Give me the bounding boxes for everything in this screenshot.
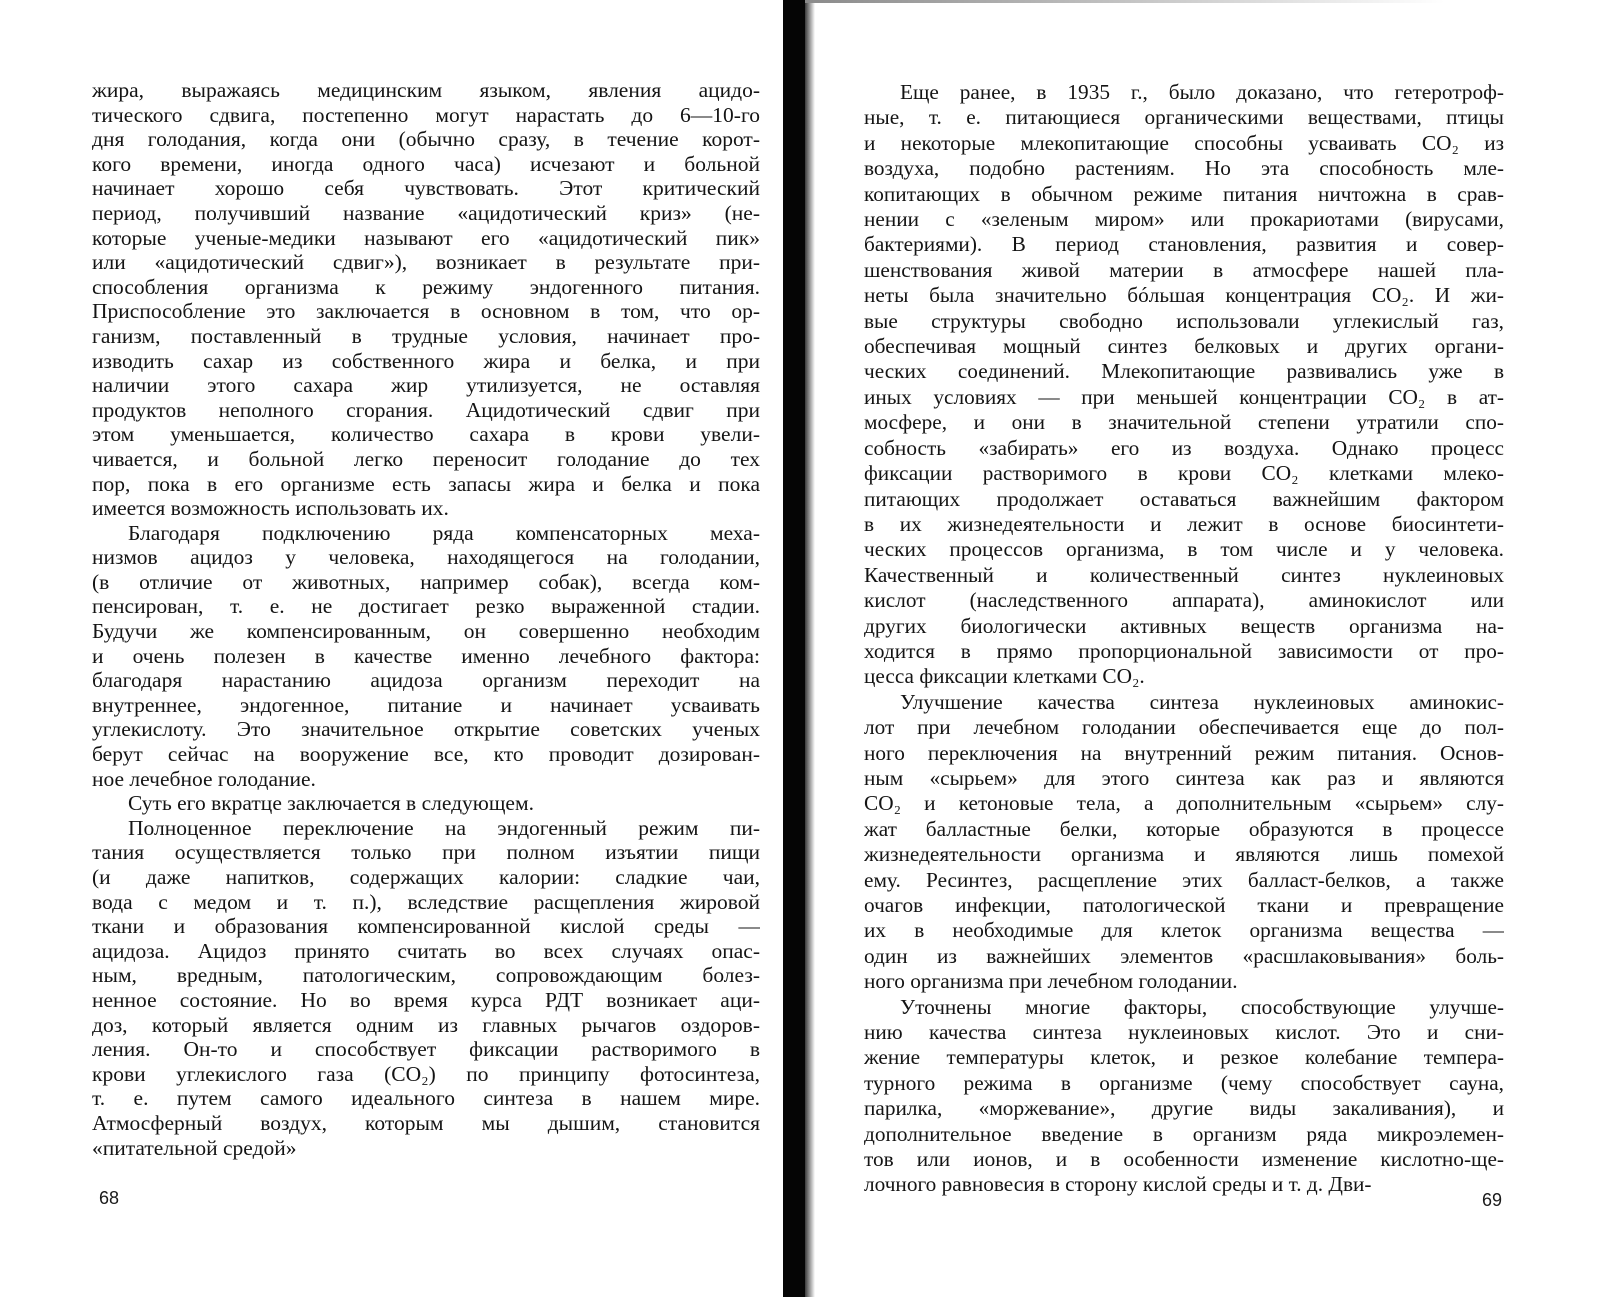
text-line: жира, выражаясь медицинским языком, явления ацидо- (92, 78, 760, 102)
right-page-number: 69 (1482, 1190, 1503, 1210)
text-line: и очень полезен в качестве именно лечебного фактора: (92, 643, 760, 668)
text-line: парилка, «моржевание», другие виды закаливания), и (864, 1096, 1504, 1121)
text-line: т. е. путем самого идеального синтеза в нашем мире. (92, 1086, 760, 1111)
text-line: продуктов неполного сгорания. Ацидотический сдвиг при (92, 397, 760, 422)
text-line: начинает хорошо себя чувствовать. Этот критический (92, 176, 760, 201)
text-line: фиксации растворимого в крови CO₂ клетками млеко- (864, 461, 1504, 486)
text-line: Будучи же компенсированным, он совершенно необходим (92, 619, 760, 644)
text-line: ное лечебное голодание. (92, 766, 316, 791)
text-line: ацидоза. Ацидоз принято считать во всех случаях опас- (92, 938, 760, 963)
text-line: Полноценное переключение на эндогенный режим пи- (128, 815, 760, 840)
text-line: ные, т. е. питающиеся органическими веществами, птицы (864, 105, 1504, 130)
text-line: кого времени, иногда одного часа) исчезают и больной (92, 151, 760, 176)
text-line: дополнительное введение в организм ряда микроэлемен- (864, 1121, 1504, 1146)
text-line: (и даже напитков, содержащих калории: сладкие чаи, (92, 865, 760, 889)
text-line: ческих процессов организма, в том числе и у человека. (864, 537, 1504, 562)
text-line: в их жизнедеятельности и лежит в основе биосинтети- (864, 511, 1504, 536)
text-line: лот при лечебном голодании обеспечивается еще до пол- (864, 715, 1504, 740)
text-line: питающих продолжает оставаться важнейшим фактором (864, 486, 1504, 511)
paragraph (92, 521, 760, 792)
text-line: ления. Он-то и способствует фиксации растворимого в (92, 1037, 760, 1062)
text-line: мосфере, и они в значительной степени утратили спо- (864, 410, 1504, 435)
text-line: Качественный и количественный синтез нуклеиновых (864, 562, 1504, 587)
text-line: углекислоту. Это значительное открытие советских ученых (92, 717, 760, 742)
text-line: дня голодания, когда они (обычно сразу, в течение корот- (92, 127, 760, 152)
text-line: наличии этого сахара жир утилизуется, не оставляя (92, 373, 760, 398)
paragraph (92, 816, 760, 1160)
text-line: пенсирован, т. е. не достигает резко выраженной стадии. (92, 594, 760, 619)
text-line: нении с «зеленым миром» или прокариотами (вирусами, (864, 207, 1504, 232)
text-line: жат балластные белки, которые образуются в процессе (864, 816, 1504, 841)
text-line: жизнедеятельности организма и являются лишь помехой (864, 842, 1504, 867)
text-line: шенствования живой материи в атмосфере нашей пла- (864, 257, 1504, 282)
text-line: очагов инфекции, патологической ткани и превращение (864, 893, 1504, 917)
text-line: цесса фиксации клетками CO₂. (864, 664, 1145, 689)
text-line: CO₂ и кетоновые тела, а дополнительным «сырьем» слу- (864, 791, 1504, 816)
text-line: лочного равновесия в сторону кислой среды и т. д. Дви- (864, 1172, 1372, 1197)
text-line: тания осуществляется только при полном изъятии пищи (92, 840, 760, 865)
text-line: копитающих в обычном режиме питания ничтожна в срав- (864, 181, 1504, 206)
paragraph (864, 995, 1504, 1198)
text-line: турного режима в организме (чему способствует сауна, (864, 1070, 1504, 1095)
text-line: один из важнейших элементов «расшлаковывания» боль- (864, 943, 1504, 968)
text-line: внутреннее, эндогенное, питание и начинает усваивать (92, 692, 760, 717)
text-line: ганизм, поставленный в трудные условия, начинает про- (92, 323, 760, 348)
text-line: тов или ионов, и в особенности изменение кислотно-ще- (864, 1147, 1504, 1172)
page-top-edge (805, 0, 1445, 3)
text-line: собность «забирать» его из воздуха. Однако процесс (864, 435, 1504, 460)
text-line: берут сейчас на вооружение все, кто проводит дозирован- (92, 742, 760, 767)
text-line: благодаря нарастанию ацидоза организм переходит на (92, 668, 760, 693)
text-line: крови углекислого газа (CO₂) по принципу фотосинтеза, (92, 1061, 760, 1086)
text-line: ным, вредным, патологическим, сопровождающим болез- (92, 963, 760, 988)
text-line: иных условиях — при меньшей концентрации CO₂ в ат- (864, 384, 1504, 409)
text-line: Атмосферный воздух, которым мы дышим, становится (92, 1110, 760, 1135)
text-line: и некоторые млекопитающие способны усваивать CO₂ из (864, 130, 1504, 155)
text-line: вые структуры свободно использовали углекислый газ, (864, 308, 1504, 333)
text-line: изводить сахар из собственного жира и белка, и при (92, 348, 760, 373)
text-line: способления организма к режиму эндогенного питания. (92, 274, 760, 299)
text-line: «питательной средой» (92, 1135, 297, 1160)
binding-gutter (783, 0, 805, 1297)
text-line: бактериями). В период становления, развития и совер- (864, 232, 1504, 257)
text-line: воздуха, подобно растениям. Но эта способность мле- (864, 156, 1504, 181)
paragraph (864, 690, 1504, 995)
text-line: ным «сырьем» для этого синтеза как раз и являются (864, 765, 1504, 790)
right-page (864, 80, 1504, 1198)
text-line: чивается, и больной легко переносит голодание до тех (92, 446, 760, 471)
text-line: ного переключения на внутренний режим питания. Основ- (864, 740, 1504, 765)
text-line: тического сдвига, постепенно могут нарастать до 6—10-го (92, 102, 760, 127)
text-line: неты была значительно бóльшая концентрация CO₂. И жи- (864, 283, 1504, 308)
text-line: (в отличие от животных, например собак), всегда ком- (92, 569, 760, 594)
text-line: пор, пока в его организме есть запасы жира и белка и пока (92, 471, 760, 496)
gutter-shadow (805, 0, 815, 1297)
text-line: других биологически активных веществ организма на- (864, 613, 1504, 638)
text-line: имеется возможность использовать их. (92, 496, 449, 521)
paragraph (92, 791, 760, 816)
paragraph (92, 78, 760, 521)
text-line: ходится в прямо пропорциональной зависимости от про- (864, 638, 1504, 663)
text-line: Приспособление это заключается в основном в том, что ор- (92, 299, 760, 324)
text-line: Уточнены многие факторы, способствующие улучше- (900, 994, 1504, 1019)
text-line: Суть его вкратце заключается в следующем. (128, 791, 534, 816)
paragraph (864, 80, 1504, 690)
text-line: которые ученые-медики называют его «ацидотический пик» (92, 225, 760, 250)
text-line: ненное состояние. Но во время курса РДТ возникает аци- (92, 987, 760, 1012)
text-line: обеспечивая мощный синтез белковых и других органи- (864, 334, 1504, 359)
text-line: вода с медом и т. п.), вследствие расщепления жировой (92, 889, 760, 914)
text-line: их в необходимые для клеток организма вещества — (864, 918, 1504, 943)
text-line: ему. Ресинтез, расщепление этих балласт-белков, а также (864, 867, 1504, 892)
left-page-number: 68 (99, 1188, 120, 1208)
text-line: или «ацидотический сдвиг»), возникает в результате при- (92, 250, 760, 275)
left-page (92, 78, 760, 1160)
text-line: период, получивший название «ацидотический криз» (не- (92, 200, 760, 225)
text-line: Благодаря подключению ряда компенсаторных меха- (128, 520, 760, 545)
text-line: доз, который является одним из главных рычагов оздоров- (92, 1012, 760, 1037)
text-line: Еще ранее, в 1935 г., было доказано, что гетеротроф- (900, 80, 1504, 104)
text-line: ческих соединений. Млекопитающие развивались уже в (864, 359, 1504, 384)
text-line: кислот (наследственного аппарата), аминокислот или (864, 588, 1504, 613)
text-line: жение температуры клеток, и резкое колебание темпера- (864, 1045, 1504, 1070)
text-line: ткани и образования компенсированной кислой среды — (92, 914, 760, 939)
text-line: ного организма при лечебном голодании. (864, 969, 1238, 994)
text-line: низмов ацидоз у человека, находящегося на голодании, (92, 545, 760, 570)
text-line: нию качества синтеза нуклеиновых кислот. Это и сни- (864, 1020, 1504, 1045)
text-line: Улучшение качества синтеза нуклеиновых аминокис- (900, 689, 1504, 714)
text-line: этом уменьшается, количество сахара в крови увели- (92, 422, 760, 447)
